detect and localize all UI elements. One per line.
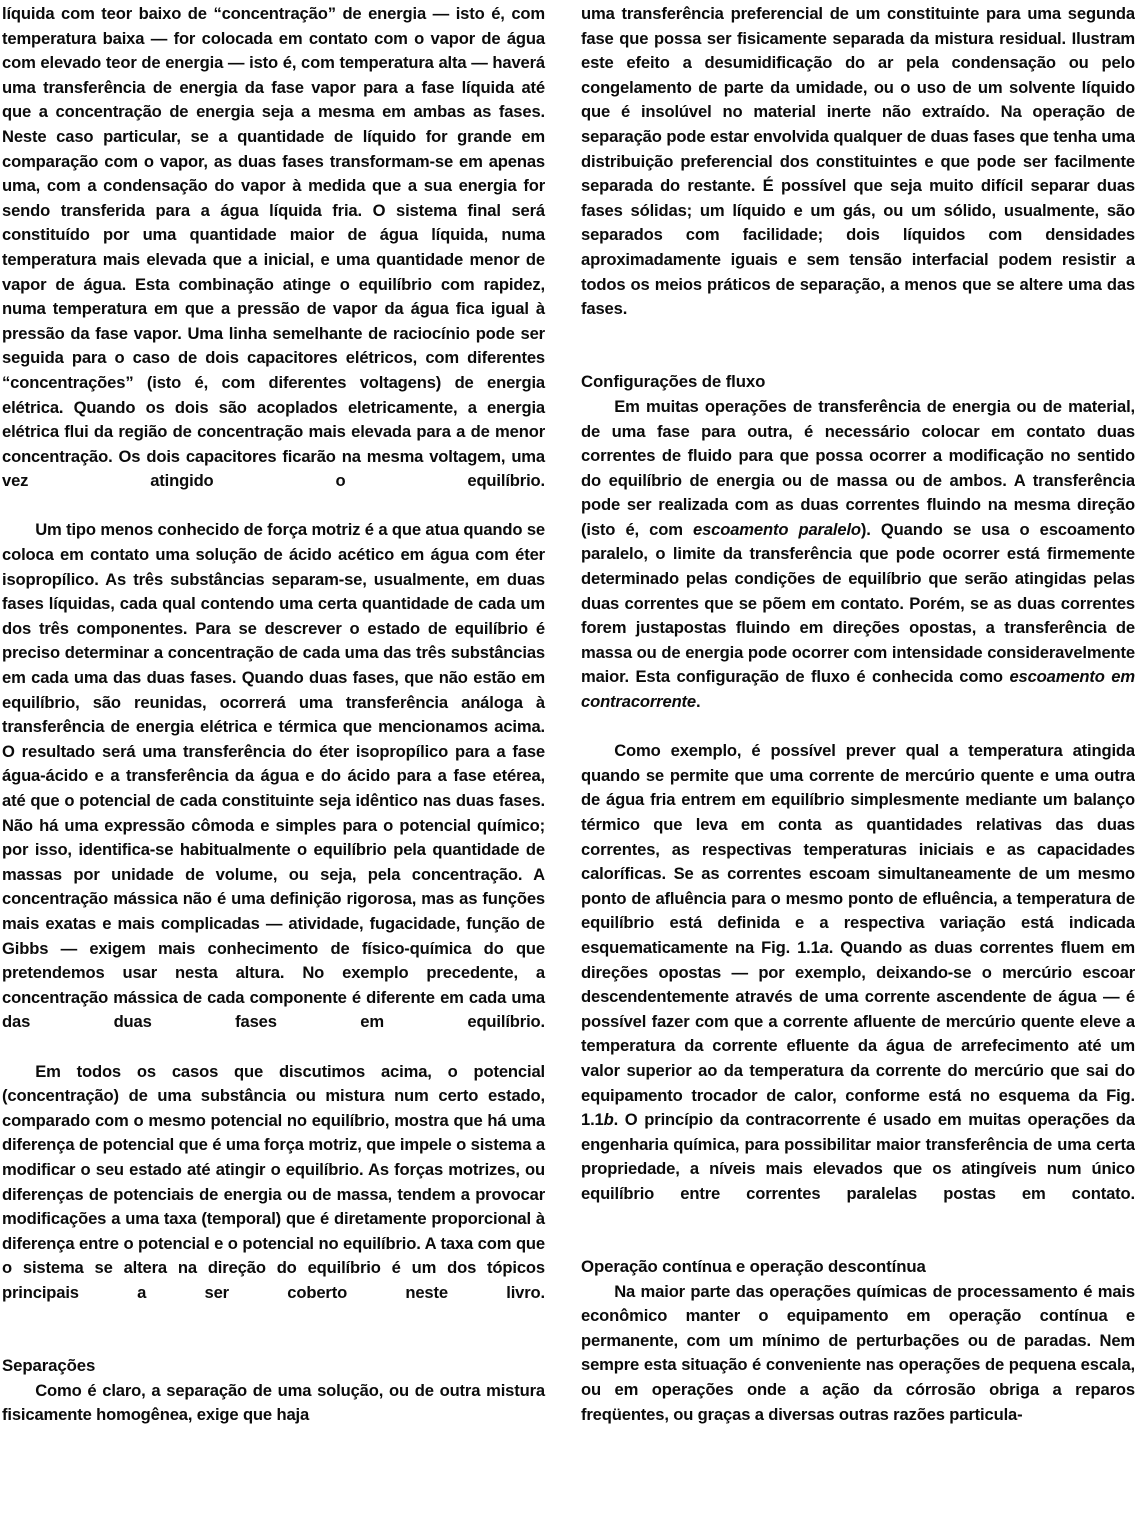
heading-spacer [2,1330,545,1354]
paragraph: uma transferência preferencial de um constituinte para uma segunda fase que possa ser fisicamente separada da mistura residual. Ilustram este efeito a desumidificação do ar pela condensação ou pelo congelamento de parte da umidade, ou o uso de um solvente líquido que é insolúvel no material inerte não extraído. Na operação de separação pode estar envolvida qualquer de duas fases que tenha uma distribuição preferencial dos constituintes e que pode ser facilmente separada do restante. É possível que seja muito difícil separar duas fases sólidas; um líquido e um gás, ou um sólido, usualmente, são separados com facilidade; dois líquidos com densidades aproximadamente iguais e sem tensão interfacial podem resistir a todos os meios práticos de separação, a menos que se altere uma das fases. [581,4,1135,319]
paragraph: Como é claro, a separação de uma solução, ou de outra mistura fisicamente homogênea, exige que haja [2,1380,545,1425]
section-heading-separacoes: Separações [2,1356,96,1376]
right-column [581,2,1135,1513]
section-heading-configuracoes-de-fluxo: Configurações de fluxo [581,372,766,392]
paragraph: Como exemplo, é possível prever qual a temperatura atingida quando se permite que uma corrente de mercúrio quente e uma outra de água fria entrem em equilíbrio simplesmente mediante um balanço térmico que leva em conta as quantidades relativas das duas correntes, as respectivas temperaturas iniciais e as capacidades caloríficas. Se as correntes escoam simultaneamente de um mesmo ponto de afluência para o mesmo ponto de efluência, a temperatura de equilíbrio está definida e a respectiva variação está indicada esquematicamente na Fig. 1.1a. Quando as duas correntes fluem em direções opostas — por exemplo, deixando-se o mercúrio escoar descendentemente através de uma corrente ascendente de água — é possível fazer com que a corrente afluente de mercúrio quente eleve a temperatura da corrente efluente da água de arrefecimento até um valor superior ao da temperatura da corrente do mercúrio que sai do equipamento trocador de calor, conforme está no esquema da Fig. 1.1b. O princípio da contracorrente é usado em muitas operações da engenharia química, para possibilitar maior transferência de uma certa propriedade, a níveis mais elevados que os atingíveis num único equilíbrio entre correntes paralelas postas em contato. [581,741,1135,1203]
paragraph: Em todos os casos que discutimos acima, o potencial (concentração) de uma substância ou mistura num certo estado, comparado com o mesmo potencial no equilíbrio, mostra que há uma diferença de potencial que é uma força motriz, que impele o sistema a modificar o seu estado até atingir o equilíbrio. As forças motrizes, ou diferenças de potenciais de energia ou de massa, tendem a provocar modificações a uma taxa (temporal) que é diretamente proporcional à diferença entre o potencial e o potencial no equilíbrio. A taxa com que o sistema se altera na direção do equilíbrio é um dos tópicos principais a ser coberto neste livro. [2,1061,545,1302]
paragraph: Em muitas operações de transferência de energia ou de material, de uma fase para outra, é necessário colocar em contato duas correntes de fluido para que possa ocorrer a modificação no sentido do equilíbrio de energia ou de massa ou de ambos. A transferência pode ser realizada com as duas correntes fluindo na mesma direção (isto é, com escoamento paralelo). Quando se usa o escoamento paralelo, o limite da transferência que pode ocorrer está firmemente determinado pelas condições de equilíbrio que serão atingidas pelas duas correntes que se põem em contato. Porém, se as duas correntes forem justapostas fluindo em direções opostas, a transferência de massa ou de energia pode ocorrer com intensidade consideravelmente maior. Esta configuração de fluxo é conhecida como escoamento em contracorrente. [581,396,1135,712]
left-column [2,2,545,1513]
emphasis-term: b [603,1110,614,1130]
section-heading-operacao-continua: Operação contínua e operação descontínua [581,1257,926,1277]
heading-spacer [581,1231,1135,1255]
paragraph: líquida com teor baixo de “concentração” de energia — isto é, com temperatura baixa — for colocada em contato com o vapor de água com elevado teor de energia — isto é, com temperatura alta — haverá uma transferência de energia da fase vapor para a fase líquida até que a concentração de energia seja a mesma em ambas as fases. Neste caso particular, se a quantidade de líquido for grande em comparação com o vapor, as duas fases transformam-se em apenas uma, com a condensação do vapor à medida que a sua energia for sendo transferida para a água líquida fria. O sistema final será constituído por uma quantidade maior de água líquida, numa temperatura mais elevada que a inicial, e uma quantidade menor de vapor de água. Esta combinação atinge o equilíbrio com rapidez, numa temperatura em que a pressão de vapor da água fica igual à pressão da fase vapor. Uma linha semelhante de raciocínio pode ser seguida para o caso de dois capacitores elétricos, com diferentes “concentrações” (isto é, com diferentes voltagens) de energia elétrica. Quando os dois são acoplados eletricamente, a energia elétrica flui da região de concentração mais elevada para a de menor concentração. Os dois capacitores ficarão na mesma voltagem, uma vez atingido o equilíbrio. [2,4,545,491]
emphasis-term: a [819,937,829,957]
emphasis-term: escoamento em contracorrente [581,667,1135,712]
paragraph: Um tipo menos conhecido de força motriz é a que atua quando se coloca em contato uma solução de ácido acético em água com éter isopropílico. As três substâncias separam-se, usualmente, em duas fases líquidas, cada qual contendo uma certa quantidade de cada um dos três componentes. Para se descrever o estado de equilíbrio é preciso determinar a concentração de cada uma das três substâncias em cada uma das duas fases. Quando duas fases, que não estão em equilíbrio, são reunidas, ocorrerá uma transferência análoga à transferência de energia elétrica e térmica que mencionamos acima. O resultado será uma transferência do éter isopropílico para a fase água-ácido e a transferência da água e do ácido para a fase etérea, até que o potencial de cada constituinte seja idêntico nas duas fases. Não há uma expressão cômoda e simples para o potencial químico; por isso, identifica-se habitualmente o equilíbrio pela quantidade de massas por unidade de volume, ou seja, pela concentração. A concentração mássica não é uma definição rigorosa, mas as funções mais exatas e mais complicadas — atividade, fugacidade, função de Gibbs — exigem mais conhecimento de físico-química do que pretendemos usar nesta altura. No exemplo precedente, a concentração mássica de cada componente é diferente em cada uma das duas fases em equilíbrio. [2,520,545,1032]
heading-spacer [581,346,1135,370]
emphasis-term: escoamento paralelo [692,519,861,539]
paragraph: Na maior parte das operações químicas de processamento é mais econômico manter o equipamento em operação contínua e permanente, com um mínimo de perturbações ou de paradas. Nem sempre esta situação é conveniente nas operações de pequena escala, ou em operações onde a ação da córrosão obriga a reparos freqüentes, ou graças a diversas outras razões particula- [581,1281,1135,1424]
